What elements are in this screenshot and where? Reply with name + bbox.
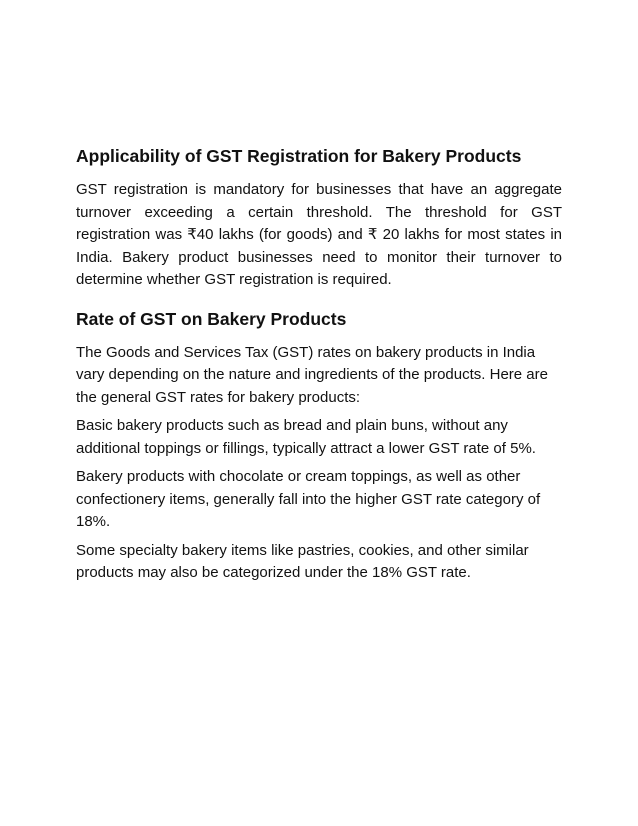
specialty-items-rate-paragraph: Some specialty bakery items like pastries, cookies, and other similar products may also be categorized under the 18% GST rate. (76, 541, 529, 581)
gst-rate-intro-paragraph: The Goods and Services Tax (GST) rates on bakery products in India vary depending on the nature and ingredients of the products. Here are the general GST rates for bakery products: (76, 343, 548, 406)
chocolate-cream-rate-paragraph: Bakery products with chocolate or cream toppings, as well as other confectionery items, generally fall into the higher GST rate category of 18%. (76, 468, 541, 530)
gst-registration-paragraph: GST registration is mandatory for businesses that have an aggregate turnover exceeding a certain threshold. The threshold for GST registration was ₹40 lakhs (for goods) and ₹ 20 lakhs for most states in India. Bakery product businesses need to monitor their turnover to determine whether GST registration is required. (76, 181, 562, 288)
gst-registration-heading: Applicability of GST Registration for Bakery Products (76, 146, 522, 166)
gst-rate-section (76, 306, 562, 585)
basic-bakery-rate-paragraph: Basic bakery products such as bread and plain buns, without any additional toppings or fillings, typically attract a lower GST rate of 5%. (76, 417, 536, 457)
document-page (76, 143, 562, 585)
gst-registration-section (76, 143, 562, 292)
gst-rate-heading: Rate of GST on Bakery Products (76, 308, 347, 329)
